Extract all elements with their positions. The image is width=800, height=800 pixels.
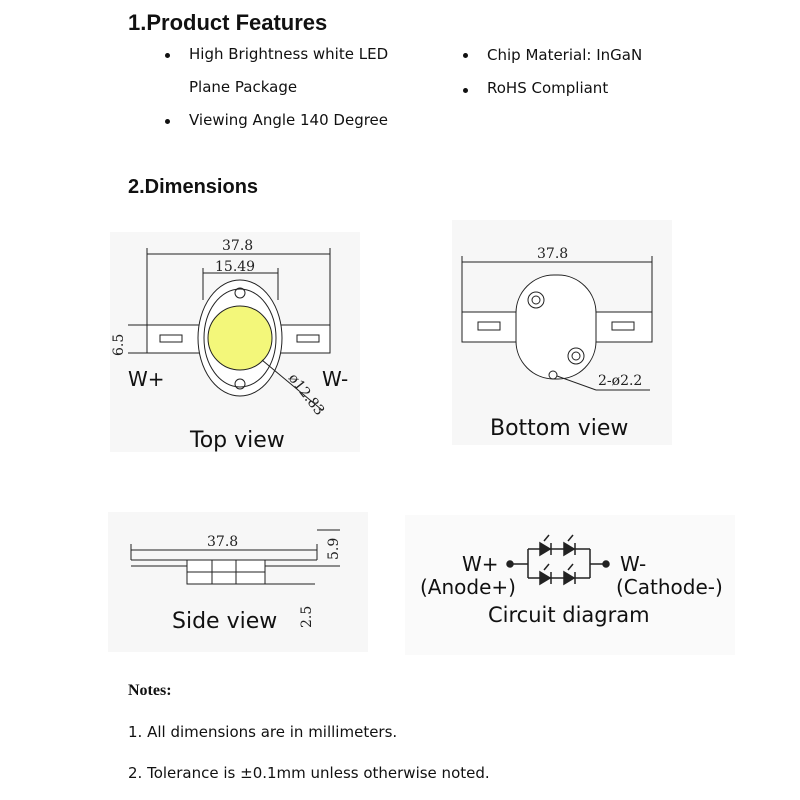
dimensions-heading: 2.Dimensions: [128, 176, 259, 198]
side-width-label: 37.8: [207, 534, 239, 550]
top-height-label: 6.5: [111, 333, 127, 356]
feature-item: Chip Material: InGaN: [487, 46, 643, 64]
features-heading: 1.Product Features: [128, 10, 328, 35]
side-base-label: 2.5: [299, 605, 315, 628]
top-view-caption: Top view: [190, 428, 285, 453]
feature-item: Plane Package: [189, 78, 298, 96]
bottom-holes-label: 2-ø2.2: [598, 373, 643, 389]
note-item: 2. Tolerance is ±0.1mm unless otherwise noted.: [128, 764, 490, 782]
feature-item: High Brightness white LED: [189, 45, 389, 63]
bottom-view-caption: Bottom view: [490, 416, 629, 441]
top-width-label: 37.8: [222, 238, 254, 254]
top-wminus-label: W-: [322, 367, 349, 391]
side-height-label: 5.9: [326, 537, 342, 560]
circuit-wminus-label: W-: [620, 552, 647, 576]
circuit-cathode-label: (Cathode-): [616, 575, 723, 599]
circuit-wplus-label: W+: [462, 552, 499, 576]
feature-item: Viewing Angle 140 Degree: [189, 111, 389, 129]
top-wplus-label: W+: [128, 367, 165, 391]
notes-title: Notes:: [128, 682, 172, 699]
side-view-caption: Side view: [172, 609, 278, 634]
circuit-caption: Circuit diagram: [488, 603, 650, 627]
note-item: 1. All dimensions are in millimeters.: [128, 723, 398, 741]
circuit-anode-label: (Anode+): [420, 575, 516, 599]
top-inner-width-label: 15.49: [215, 259, 256, 275]
bottom-width-label: 37.8: [537, 246, 569, 262]
top-diameter-label: ø12.83: [284, 370, 328, 419]
feature-item: RoHS Compliant: [487, 79, 609, 97]
